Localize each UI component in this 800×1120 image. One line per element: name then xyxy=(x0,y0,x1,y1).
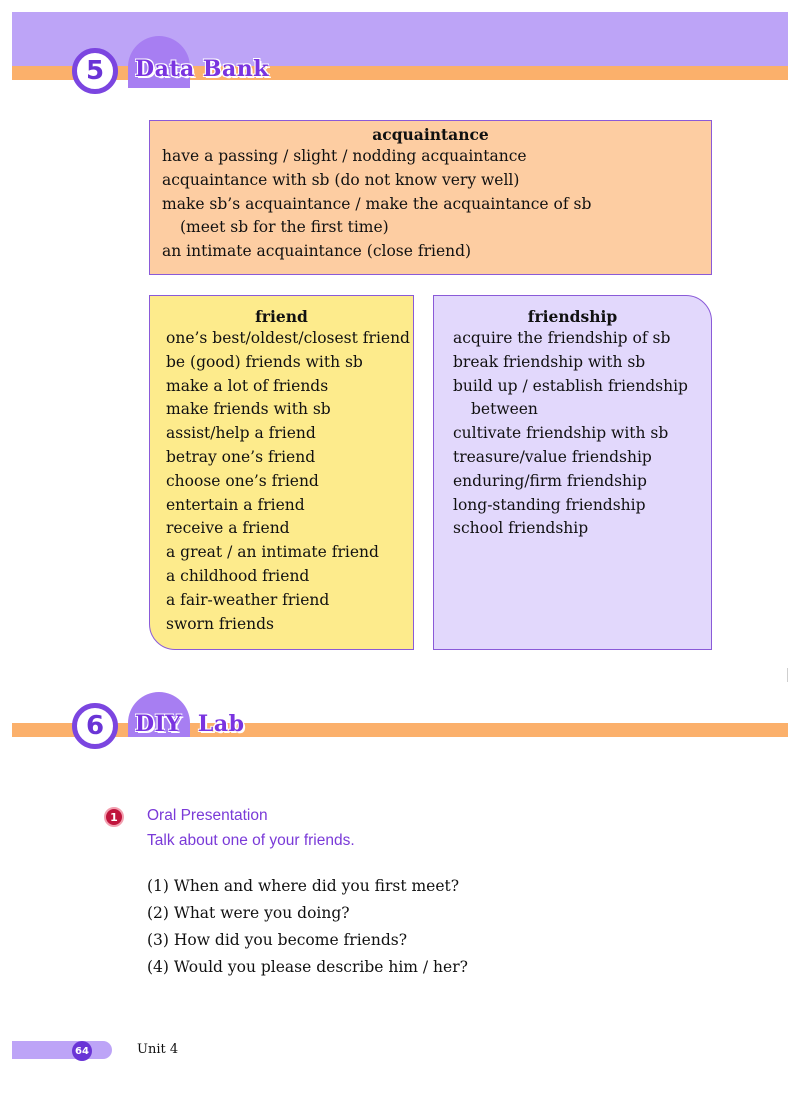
question-item: (4) Would you please describe him / her? xyxy=(147,958,468,976)
edge-mark xyxy=(787,668,788,682)
acquaintance-line: make sb’s acquaintance / make the acquaintance of sb xyxy=(162,194,592,213)
task-instruction: Talk about one of your friends. xyxy=(147,832,355,849)
footer-pill xyxy=(12,1041,112,1059)
section-number-badge: 6 xyxy=(72,703,118,749)
question-list xyxy=(147,873,468,981)
friend-item: a childhood friend xyxy=(166,566,310,585)
acquaintance-title: acquaintance xyxy=(372,125,489,144)
friend-item: a great / an intimate friend xyxy=(166,543,379,562)
friend-item: be (good) friends with sb xyxy=(166,352,363,371)
friendship-item: break friendship with sb xyxy=(453,352,646,371)
friend-item: a fair-weather friend xyxy=(166,590,330,609)
friendship-item: treasure/value friendship xyxy=(453,447,652,466)
friend-item: receive a friend xyxy=(166,519,290,538)
section-title: Data Bank xyxy=(135,56,269,82)
section-title: DIY Lab xyxy=(135,711,245,737)
acquaintance-line: an intimate acquaintance (close friend) xyxy=(162,242,472,261)
friendship-title: friendship xyxy=(527,307,618,326)
task-heading: Oral Presentation xyxy=(147,807,268,824)
acquaintance-box xyxy=(149,120,712,275)
unit-label: Unit 4 xyxy=(137,1042,179,1057)
friendship-item: cultivate friendship with sb xyxy=(453,424,669,443)
acquaintance-line: (meet sb for the first time) xyxy=(180,218,389,237)
friendship-item: enduring/firm friendship xyxy=(453,471,647,490)
friendship-item: school friendship xyxy=(453,519,589,538)
friend-item: betray one’s friend xyxy=(166,447,316,466)
friendship-item: between xyxy=(471,400,538,419)
friend-item: choose one’s friend xyxy=(166,471,319,490)
friend-item: make friends with sb xyxy=(166,400,331,419)
friend-item: assist/help a friend xyxy=(166,424,316,443)
friend-box xyxy=(149,295,414,650)
acquaintance-line: have a passing / slight / nodding acquaintance xyxy=(162,147,527,165)
acquaintance-line: acquaintance with sb (do not know very well) xyxy=(162,170,520,189)
friend-item: make a lot of friends xyxy=(166,376,329,395)
friend-item: entertain a friend xyxy=(166,495,305,514)
section-number-badge: 5 xyxy=(72,48,118,94)
friendship-item: build up / establish friendship xyxy=(453,376,688,395)
question-item: (1) When and where did you first meet? xyxy=(147,877,460,895)
question-item: (3) How did you become friends? xyxy=(147,931,408,949)
page-number: 64 xyxy=(72,1041,92,1061)
friendship-item: long-standing friendship xyxy=(453,495,646,514)
friendship-box xyxy=(433,295,712,650)
friendship-item: acquire the friendship of sb xyxy=(453,329,671,347)
friend-title: friend xyxy=(255,307,308,326)
friend-item: one’s best/oldest/closest friend xyxy=(166,329,410,347)
friend-item: sworn friends xyxy=(166,614,275,633)
question-item: (2) What were you doing? xyxy=(147,904,350,922)
task-number-badge: 1 xyxy=(104,807,124,827)
